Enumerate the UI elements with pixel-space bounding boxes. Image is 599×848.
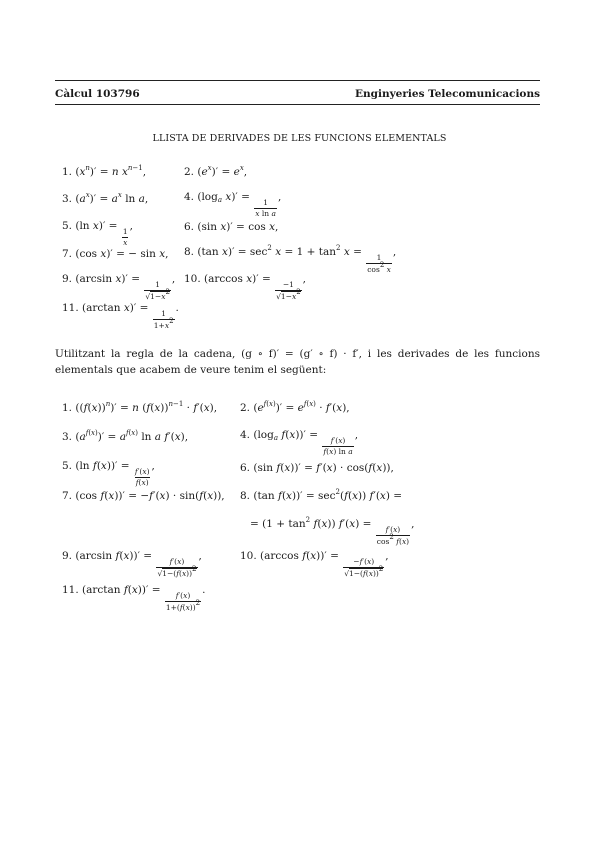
chain-formula-8-continued: = $(1 + \tan^2 f(x))$ f′(x) = $\frac{f'(x)}{\cos^2 f(x)}$ , xyxy=(250,516,415,546)
chain-formula-7: 7. (cos f(x))′ = −f′(x) · sin(f(x)), xyxy=(62,490,225,502)
chain-rule-paragraph: Utilitzant la regla de la cadena, (g ∘ f)′ = (g′ ∘ f) · f′, i les derivades de les funcions elementals que acabem de veure tenim el següent: xyxy=(55,348,540,376)
chain-formula-9: 9. (arcsin f(x))′ = $\frac{f'(x)}{√1-(f(x))^2}$ , xyxy=(62,550,202,578)
formula-11: 11. (arctan x)′ = $\frac{1}{1+x^2}$ . xyxy=(62,302,179,330)
course-code: Càlcul 103796 xyxy=(55,88,140,100)
formula-9: 9. (arcsin x)′ = $\frac{1}{√1-x^2}$ , xyxy=(62,273,176,301)
chain-formula-2: 2. $(e^{f(x)})' = e^{f(x)} \cdot f'(x)$, xyxy=(240,400,350,414)
chain-formula-1: 1. $((f(x))^n)' = n$ $(f(x))^{n-1} \cdot f'(x)$, xyxy=(62,400,218,414)
formula-2: 2. $(e^x)' = e^x$, xyxy=(184,164,248,178)
formula-7: 7. (cos x)′ = − sin x, xyxy=(62,248,169,260)
formula-1: 1. $(x^n)' = n$ $x^{n-1}$, xyxy=(62,164,147,178)
formula-4: 4. ($\log_a$ x)′ = $\frac{1}{\text{x ln a}}$ , xyxy=(184,191,282,218)
degree-name: Enginyeries Telecomunicacions xyxy=(354,88,540,100)
formula-3: 3. $(a^x)' = a^x$ ln a, xyxy=(62,191,149,205)
chain-formula-4: 4. ($\log_a$ f(x))′ = $\frac{f'(x)}{\text{f(x) ln a}}$ , xyxy=(240,429,359,456)
chain-formula-8: 8. (tan $f(x))' = \sec^2(f(x)) f'(x)$ = xyxy=(240,488,403,502)
formula-8: 8. (tan $x)' = \sec^2 x = 1 + \tan^2 x$ = $\frac{1}{\cos^2 x}$ , xyxy=(184,244,397,274)
chain-formula-5: 5. (ln f(x))′ = $\frac{f'(x)}{f(x)}$ , xyxy=(62,460,155,487)
page-title: LLISTA DE DERIVADES DE LES FUNCIONS ELEMENTALS xyxy=(152,133,447,144)
chain-formula-11: 11. (arctan f(x))′ = $\frac{f'(x)}{1+(f(x))^2}$ . xyxy=(62,584,206,612)
chain-formula-3: 3. $(a^{f(x)})' = a^{f(x)}$ ln a f′(x), xyxy=(62,429,189,443)
chain-formula-6: 6. (sin f(x))′ = f′(x) · cos(f(x)), xyxy=(240,462,394,474)
formula-10: 10. (arccos x)′ = $\frac{-1}{√1-x^2}$ , xyxy=(184,273,307,301)
header-rule xyxy=(55,104,540,105)
formula-6: 6. (sin x)′ = cos x, xyxy=(184,221,279,233)
formula-5: 5. (ln x)′ = $\frac{1}{x}$ , xyxy=(62,220,133,247)
chain-formula-10: 10. (arccos f(x))′ = $\frac{-f'(x)}{√1-(f(x))^2}$ , xyxy=(240,550,389,578)
top-rule xyxy=(55,80,540,81)
